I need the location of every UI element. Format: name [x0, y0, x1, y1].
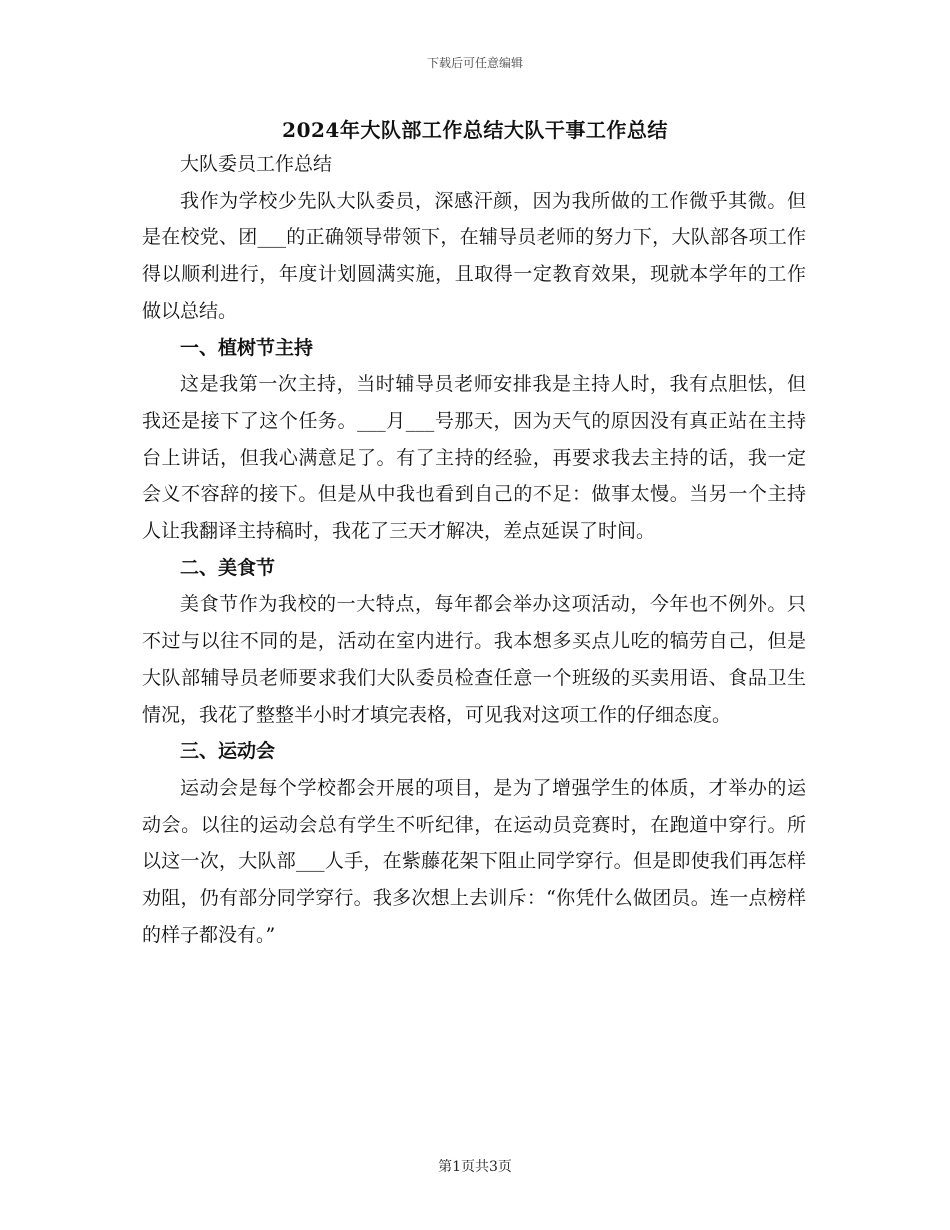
intro-heading: 大队委员工作总结 [180, 153, 333, 175]
paragraph-sports-meet: 运动会是每个学校都会开展的项目，是为了增强学生的体质，才举办的运动会。以往的运动会总有学生不听纪律，在运动员竞赛时，在跑道中穿行。所以这一次，大队部___人手，在紫藤花架下阻止同学穿行。但是即使我们再怎样劝阻，仍有部分同学穿行。我多次想上去训斥：“你凭什么做团员。连一点榜样的样子都没有。” [142, 776, 806, 946]
section-heading-food-festival: 二、美食节 [180, 556, 276, 579]
section-heading-sports-meet: 三、运动会 [180, 740, 276, 763]
paragraph-food-festival: 美食节作为我校的一大特点，每年都会举办这项活动，今年也不例外。只不过与以往不同的是，活动在室内进行。我本想多买点儿吃的犒劳自己，但是大队部辅导员老师要求我们大队委员检查任意一个班级的买卖用语、食品卫生情况，我花了整整半小时才填完表格，可见我对这项工作的仔细态度。 [142, 593, 806, 726]
header-note: 下载后可任意编辑 [426, 56, 523, 70]
document-title: 2024年大队部工作总结大队干事工作总结 [282, 118, 668, 142]
page-number-footer: 第1页共3页 [438, 1159, 512, 1175]
section-heading-tree-planting: 一、植树节主持 [180, 336, 314, 359]
paragraph-tree-planting: 这是我第一次主持，当时辅导员老师安排我是主持人时，我有点胆怯，但我还是接下了这个任务。___月___号那天，因为天气的原因没有真正站在主持台上讲话，但我心满意足了。有了主持的经验，再要求我去主持的话，我一定会义不容辞的接下。但是从中我也看到自己的不足：做事太慢。当另一个主持人让我翻译主持稿时，我花了三天才解决，差点延误了时间。 [142, 373, 806, 543]
paragraph-intro: 我作为学校少先队大队委员，深感汗颜，因为我所做的工作微乎其微。但是在校党、团___的正确领导带领下，在辅导员老师的努力下，大队部各项工作得以顺利进行，年度计划圆满实施，且取得一定教育效果，现就本学年的工作做以总结。 [142, 189, 806, 322]
document-body [142, 146, 806, 953]
